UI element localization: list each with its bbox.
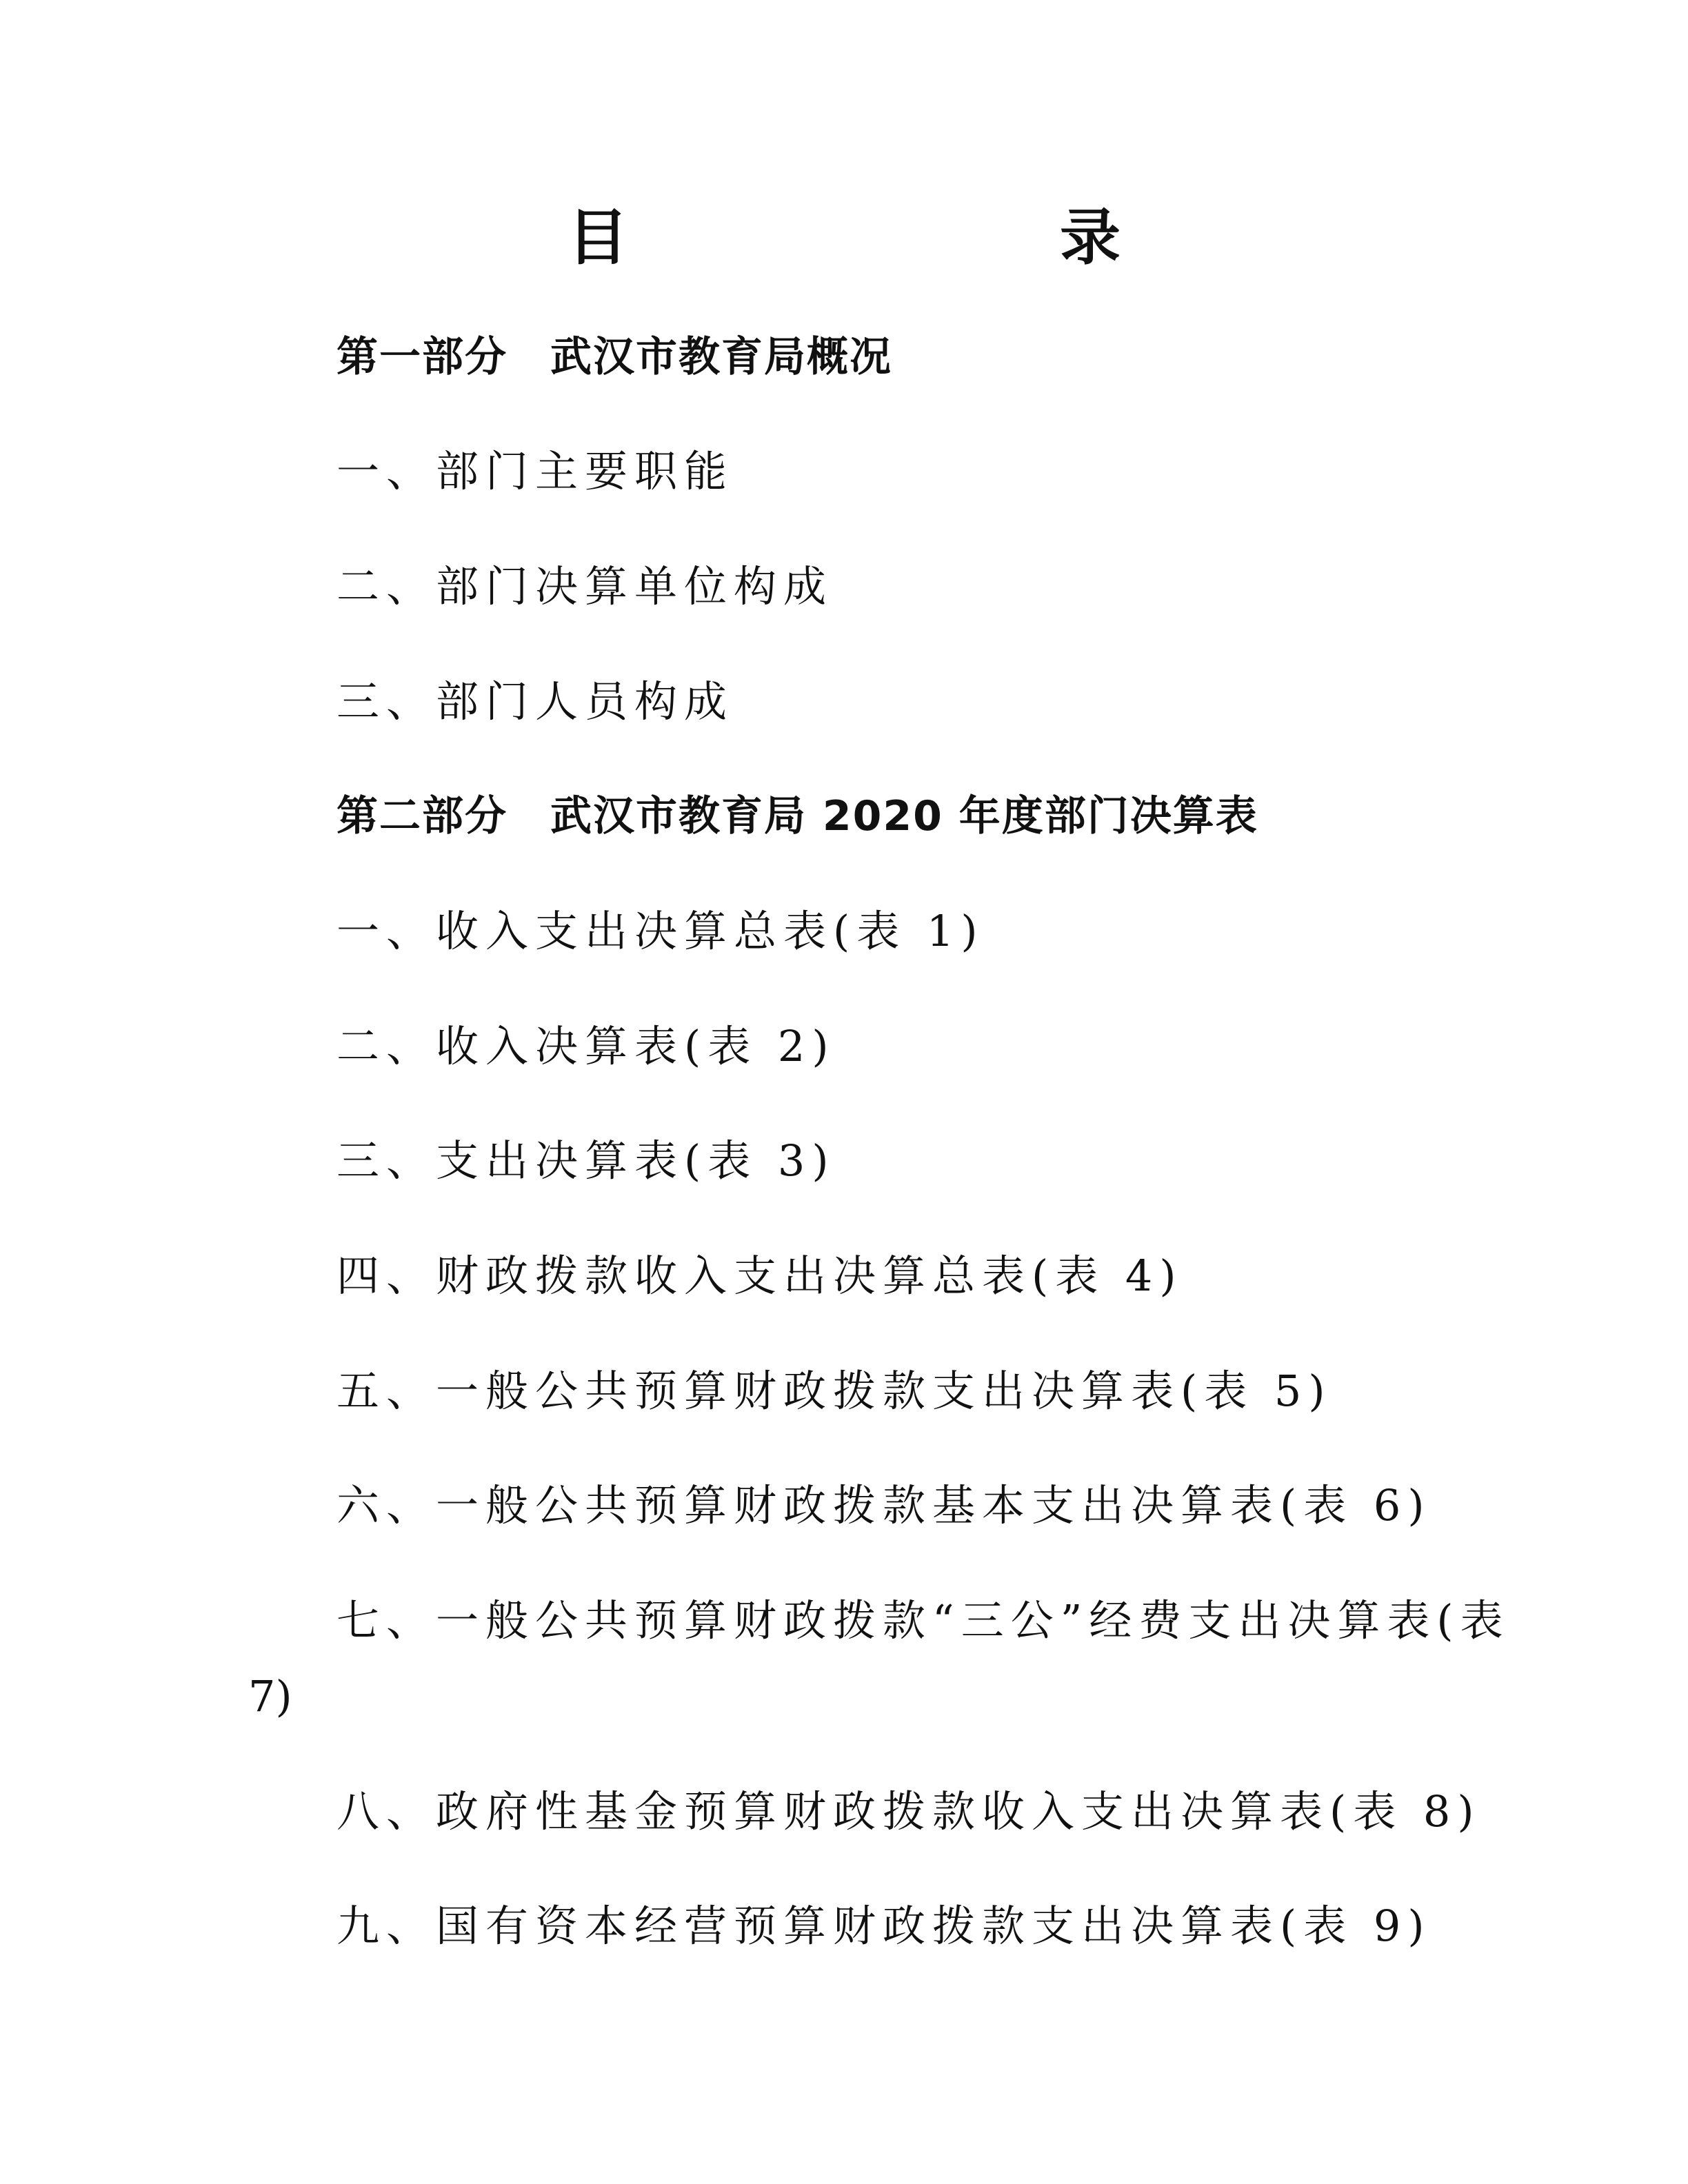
page-title: 目 录 (567, 202, 1224, 273)
toc-item[interactable]: 三、支出决算表(表 3) (336, 1135, 836, 1186)
toc-item[interactable]: 九、国有资本经营预算财政拨款支出决算表(表 9) (336, 1901, 1431, 1951)
toc-item[interactable]: 七、一般公共预算财政拨款“三公”经费支出决算表(表 (336, 1595, 1510, 1646)
toc-item[interactable]: 六、一般公共预算财政拨款基本支出决算表(表 6) (336, 1480, 1431, 1530)
part-one-heading[interactable]: 第一部分 武汉市教育局概况 (336, 333, 892, 381)
toc-item[interactable]: 三、部门人员构成 (336, 676, 734, 727)
toc-item[interactable]: 一、收入支出决算总表(表 1) (336, 906, 985, 956)
toc-item[interactable]: 二、部门决算单位构成 (336, 561, 834, 611)
toc-item-continuation: 7) (248, 1671, 292, 1721)
part-two-heading[interactable]: 第二部分 武汉市教育局 2020 年度部门决算表 (336, 792, 1258, 840)
toc-item[interactable]: 四、财政拨款收入支出决算总表(表 4) (336, 1251, 1183, 1301)
toc-item[interactable]: 二、收入决算表(表 2) (336, 1021, 836, 1071)
toc-item[interactable]: 一、部门主要职能 (336, 446, 734, 496)
toc-item[interactable]: 八、政府性基金预算财政拨款收入支出决算表(表 8) (336, 1786, 1481, 1837)
toc-item[interactable]: 五、一般公共预算财政拨款支出决算表(表 5) (336, 1366, 1332, 1416)
